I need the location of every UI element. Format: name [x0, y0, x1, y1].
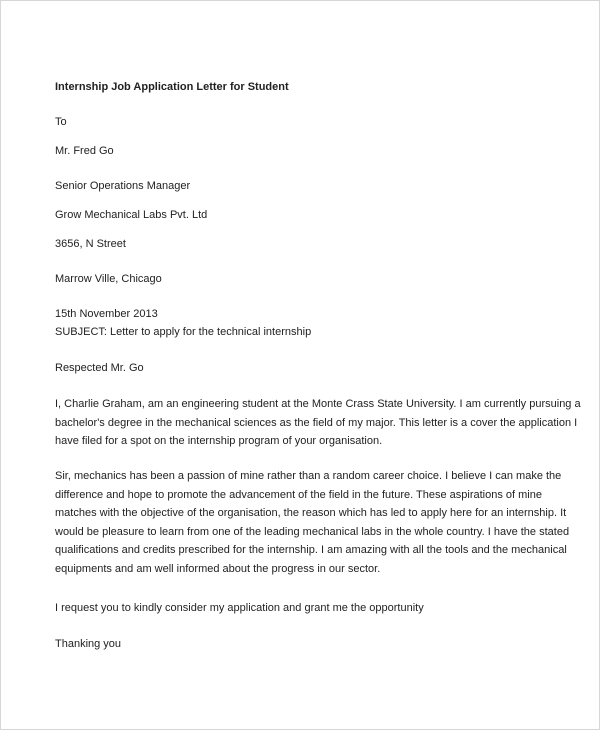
recipient-city: Marrow Ville, Chicago	[55, 273, 162, 285]
letter-date: 15th November 2013	[55, 308, 158, 320]
closing: Thanking you	[55, 638, 122, 650]
paragraph-line: difference and hope to promote the advancement of the field in the future. These aspirations of mine	[55, 488, 542, 501]
paragraph-line: I, Charlie Graham, am an engineering student at the Monte Crass State University. I am currently pursuing a	[55, 398, 581, 410]
paragraph-line: matches with the objective of the organisation, the reason which has led to apply here for an internship. It	[55, 507, 567, 519]
paragraph-line: have filed for a spot on the internship program of your organisation.	[55, 435, 383, 447]
body-paragraph-3: I request you to kindly consider my application and grant me the opportunity	[55, 602, 424, 614]
body-paragraph-1	[55, 395, 581, 451]
paragraph-line: bachelor's degree in the mechanical sciences as the field of my major. This letter is a cover the application I	[55, 416, 578, 429]
paragraph-line: would be pleasure to learn from one of the leading mechanical labs in the whole country. I have the stated	[55, 525, 570, 538]
body-paragraph-2	[55, 467, 570, 578]
paragraph-line: equipments and am well informed about the progress in our sector.	[55, 562, 381, 575]
letter-subject: SUBJECT: Letter to apply for the technical internship	[55, 326, 312, 338]
paragraph-line: qualifications and credits prescribed for the internship. I am amazing with all the tools and the mechanical	[55, 544, 567, 556]
letter-title: Internship Job Application Letter for Student	[55, 81, 289, 93]
recipient-company: Grow Mechanical Labs Pvt. Ltd	[55, 209, 208, 221]
recipient-name: Mr. Fred Go	[55, 145, 114, 157]
recipient-street: 3656, N Street	[55, 238, 126, 250]
paragraph-line: Sir, mechanics has been a passion of mine rather than a random career choice. I believe I can make the	[55, 470, 562, 482]
to-label: To	[55, 116, 67, 128]
salutation: Respected Mr. Go	[55, 362, 144, 374]
recipient-position: Senior Operations Manager	[55, 180, 191, 192]
